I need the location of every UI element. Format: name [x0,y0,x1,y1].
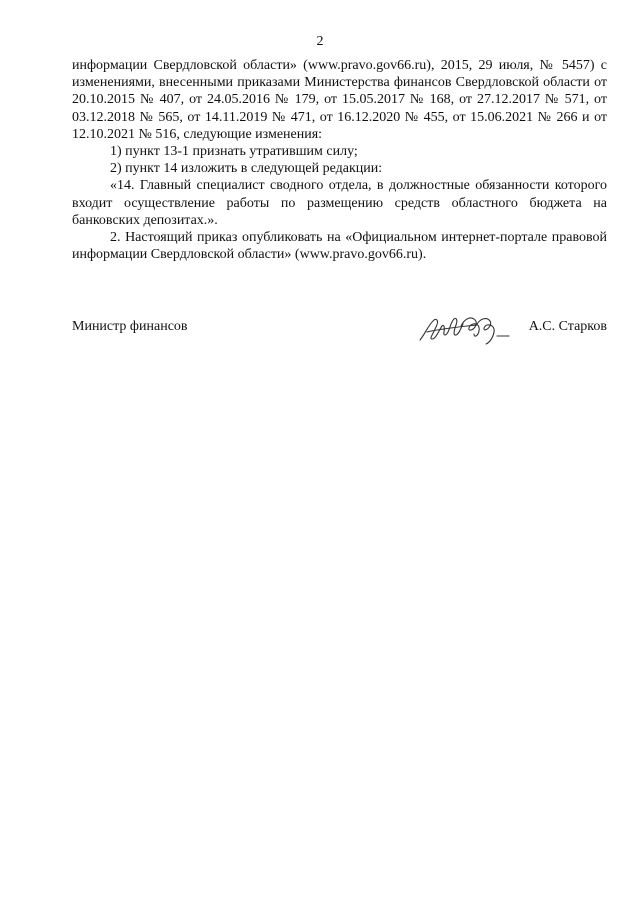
page-number: 2 [316,34,324,49]
list-item-1: 1) пункт 13-1 признать утратившим силу; [110,144,358,160]
quoted-clause-14: «14. Главный специалист сводного отдела, в должностные обязанности которого входит осуществление работы по размещению средств областного бюджета на банковских депозитах.». [72,178,607,228]
paragraph-publication: 2. Настоящий приказ опубликовать на «Официальном интернет-портале правовой информации Свердловской области» (www.pravo.gov66.ru). [72,230,607,263]
handwritten-signature [417,312,512,346]
document-body [72,57,607,263]
signatory-position: Министр финансов [72,319,188,334]
paragraph-continuation: информации Свердловской области» (www.pravo.gov66.ru), 2015, 29 июля, № 5457) с изменениями, внесенными приказами Министерства финансов Свердловской области от 20.10.2015 № 407, от 24.05.2016 № 179, от 15.05.2017 № 168, от 27.12.2017 № 571, от 03.12.2018 № 565, от 14.11.2019 № 471, от 16.12.2020 № 455, от 15.06.2021 № 266 и от 12.10.2021 № 516, следующие изменения: [72,58,607,142]
signature-block [72,312,607,352]
list-item-2: 2) пункт 14 изложить в следующей редакции: [110,161,383,177]
signatory-name: А.С. Старков [528,319,607,334]
